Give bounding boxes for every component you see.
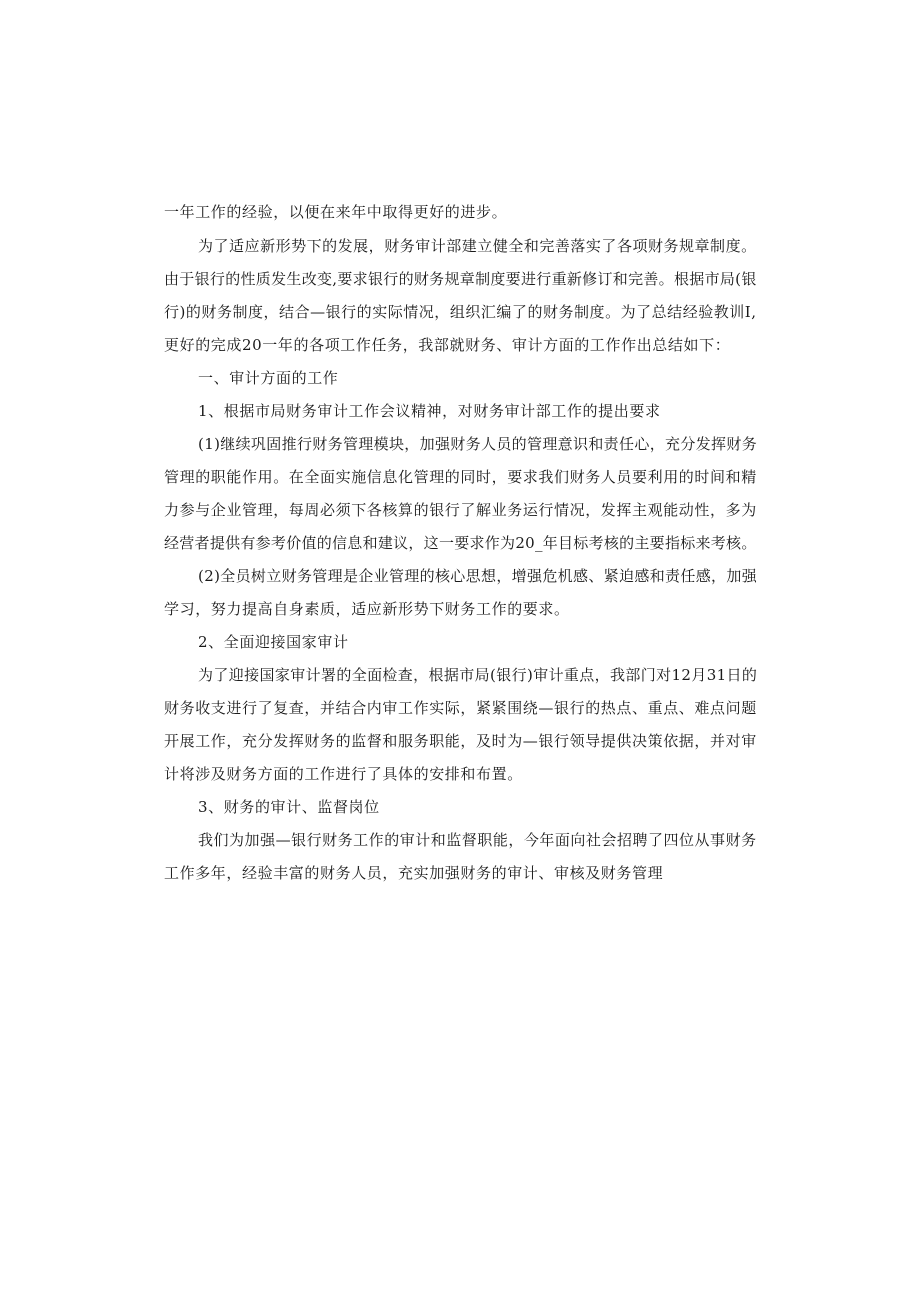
text-line: 工作多年，经验丰富的财务人员，充实加强财务的审计、审核及财务管理	[164, 864, 664, 882]
text-line: 为了适应新形势下的发展，财务审计部建立健全和完善落实了各项财务规章制度。	[198, 237, 757, 255]
subsection-heading: 2、全面迎接国家审计	[198, 633, 349, 651]
text-line: 行)的财务制度，结合—银行的实际情况，组织汇编了的财务制度。为了总结经验教训I,	[164, 303, 757, 321]
text-line: 计将涉及财务方面的工作进行了具体的安排和布置。	[164, 765, 523, 783]
subsection-heading: 3、财务的审计、监督岗位	[198, 798, 380, 816]
text-line: 我们为加强—银行财务工作的审计和监督职能，今年面向社会招聘了四位从事财务	[198, 831, 757, 849]
text-line: 由于银行的性质发生改变,要求银行的财务规章制度要进行重新修订和完善。根据市局(银	[164, 270, 757, 288]
text-line: 学习，努力提高自身素质，适应新形势下财务工作的要求。	[164, 600, 570, 618]
text-line: 管理的职能作用。在全面实施信息化管理的同时，要求我们财务人员要利用的时间和精	[164, 468, 757, 486]
text-line: 财务收支进行了复查，并结合内审工作实际，紧紧围绕—银行的热点、重点、难点问题	[164, 699, 757, 717]
text-line: 更好的完成20一年的各项工作任务，我部就财务、审计方面的工作作出总结如下：	[164, 336, 731, 354]
text-line: 经营者提供有参考价值的信息和建议，这一要求作为20_年目标考核的主要指标来考核。	[164, 534, 757, 552]
text-line: 力参与企业管理，每周必须下各核算的银行了解业务运行情况，发挥主观能动性，多为	[164, 501, 757, 519]
subsection-heading: 1、根据市局财务审计工作会议精神，对财务审计部工作的提出要求	[198, 402, 661, 420]
text-line: 一年工作的经验，以便在来年中取得更好的进步。	[164, 203, 508, 221]
section-heading: 一、审计方面的工作	[198, 369, 339, 387]
text-line: (1)继续巩固推行财务管理模块，加强财务人员的管理意识和责任心，充分发挥财务	[198, 435, 758, 453]
text-line: 开展工作，充分发挥财务的监督和服务职能，及时为—银行领导提供决策依据，并对审	[164, 732, 757, 750]
text-line: (2)全员树立财务管理是企业管理的核心思想，增强危机感、紧迫感和责任感，加强	[198, 567, 758, 585]
text-line: 为了迎接国家审计署的全面检查，根据市局(银行)审计重点，我部门对12月31日的	[198, 666, 758, 684]
